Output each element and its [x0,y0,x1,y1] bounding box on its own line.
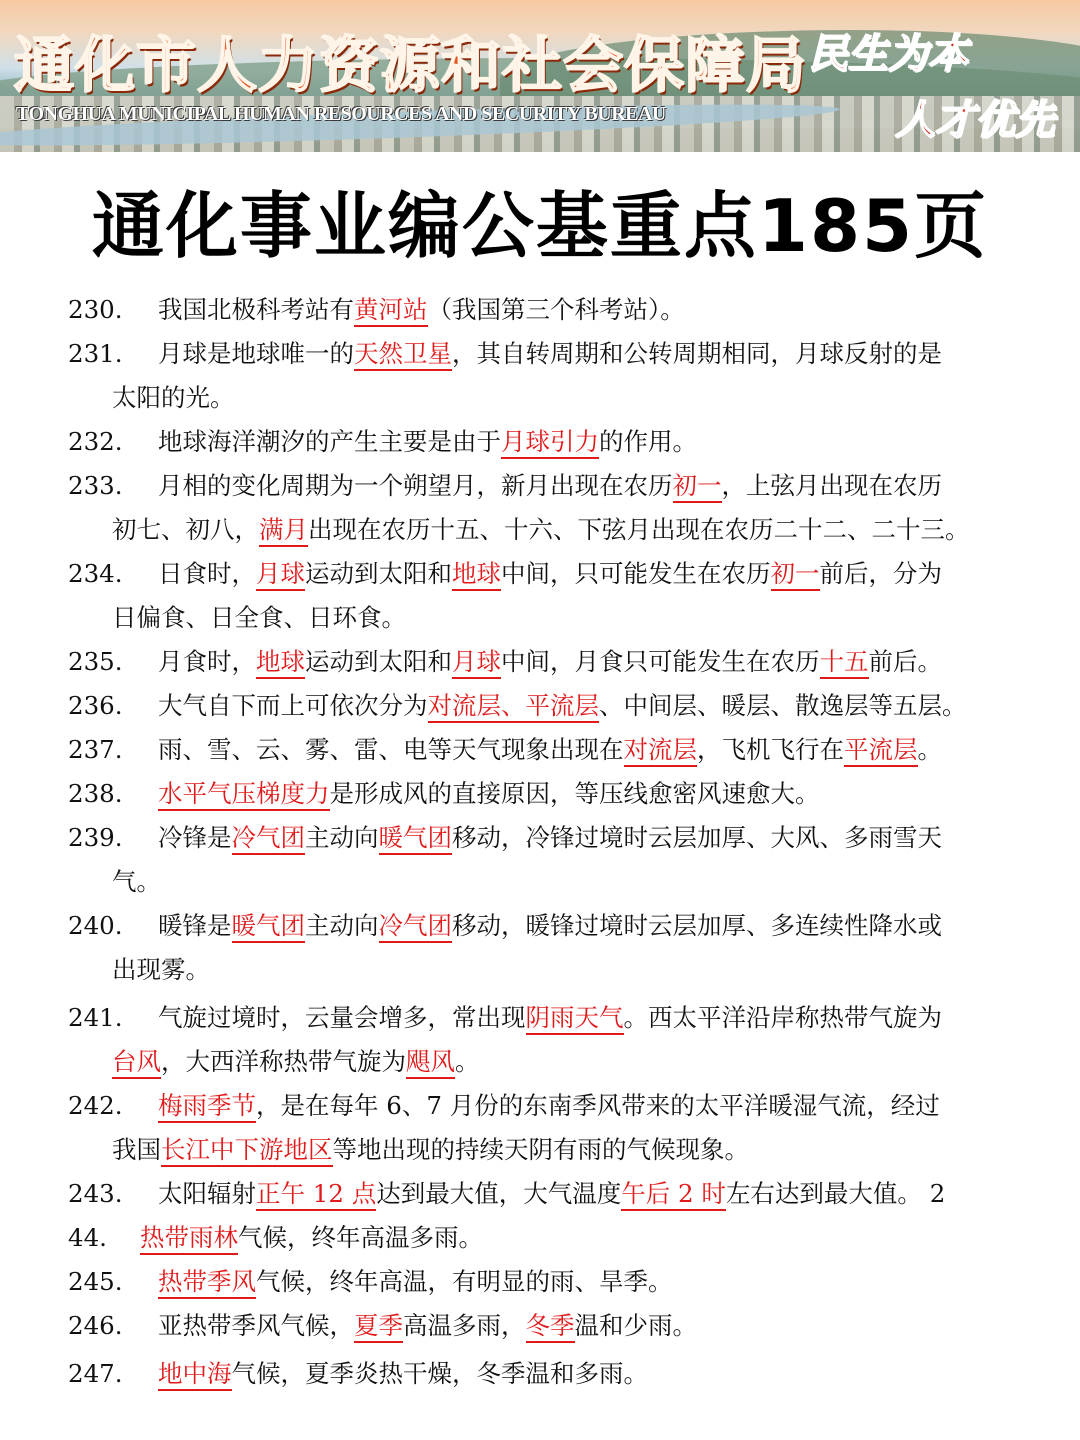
item-text: 是形成风的直接原因，等压线愈密风速愈大。 [329,779,820,808]
item-text: ，其自转周期和公转周期相同，月球反射的是 [452,339,942,368]
item-text: 我国 [112,1135,161,1164]
item-text: 太阳辐射 [158,1179,256,1208]
highlighted-term: 满月 [259,515,308,547]
item-number: 243. [68,1179,123,1208]
highlighted-term: 水平气压梯度力 [158,779,330,811]
item-text: 运动到太阳和 [305,647,452,676]
item-text: 地球海洋潮汐的产生主要是由于 [158,427,501,456]
item-text: 中间，只可能发生在农历 [501,559,771,588]
item-number: 242. [68,1091,123,1120]
item-text: ，飞机飞行在 [697,735,844,764]
item-number: 232. [68,427,123,456]
item-text: ，是在每年 6、7 月份的东南季风带来的太平洋暖湿气流，经过 [256,1091,940,1120]
item-first-line [68,332,942,376]
highlighted-term: 十五 [820,647,869,679]
highlighted-term: 地中海 [158,1359,232,1391]
highlighted-term: 冷气团 [379,911,453,943]
item-number: 241. [68,1003,123,1032]
item-text: 前后，分为 [819,559,942,588]
item-continuation-line [112,376,235,420]
item-text: ，上弦月出现在农历 [721,471,942,500]
item-first-line [68,552,942,596]
item-text: 气旋过境时，云量会增多，常出现 [158,1003,526,1032]
item-text: 达到最大值，大气温度 [376,1179,622,1208]
highlighted-term: 地球 [452,559,501,591]
item-number: 240. [68,911,123,940]
item-first-line [68,996,942,1040]
highlighted-term: 午后 2 时 [621,1179,726,1211]
item-text: 主动向 [305,911,379,940]
item-text: 。西太平洋沿岸称热带气旋为 [623,1003,942,1032]
item-first-line [68,772,820,816]
item-first-line [68,1260,673,1304]
item-continuation-line [112,948,210,992]
item-first-line [68,1216,483,1260]
item-text: 。 [455,1047,480,1076]
item-number: 230. [68,295,123,324]
highlighted-term: 初一 [673,471,722,503]
item-text: 出现在农历十五、十六、下弦月出现在农历二十二、二十三。 [308,515,970,544]
item-text: 移动，冷锋过境时云层加厚、大风、多雨雪天 [452,823,942,852]
item-text: 出现雾。 [112,955,210,984]
highlighted-term: 暖气团 [232,911,306,943]
page-title: 通化事业编公基重点185页 [91,184,989,268]
highlighted-term: 月球引力 [501,427,599,459]
item-text: 月相的变化周期为一个朔望月，新月出现在农历 [158,471,673,500]
item-first-line [68,640,942,684]
item-text: 月食时， [158,647,256,676]
item-text: 中间，月食只可能发生在农历 [501,647,820,676]
highlighted-term: 初一 [771,559,820,591]
item-text: 等地出现的持续天阴有雨的气候现象。 [332,1135,749,1164]
item-continuation-line [112,1128,749,1172]
item-number: 245. [68,1267,123,1296]
item-text: 日偏食、日全食、日环食。 [112,603,406,632]
item-first-line [68,288,685,332]
item-text: 大气自下而上可依次分为 [158,691,428,720]
item-continuation-line [112,1040,480,1084]
item-text: （我国第三个科考站）。 [427,295,685,324]
item-text: 日食时， [158,559,256,588]
item-text: 暖锋是 [158,911,232,940]
item-first-line [68,464,942,508]
highlighted-term: 热带雨林 [140,1223,238,1255]
slogan-2: 人才优先 [895,96,1055,143]
item-text: 月球是地球唯一的 [158,339,354,368]
item-text: 主动向 [305,823,379,852]
item-number: 233. [68,471,123,500]
item-first-line [68,1172,945,1216]
item-text: 高温多雨， [403,1311,526,1340]
highlighted-term: 热带季风 [158,1267,256,1299]
item-text: 的作用。 [599,427,697,456]
highlighted-term: 长江中下游地区 [161,1135,333,1167]
item-first-line [68,684,967,728]
highlighted-term: 正午 12 点 [256,1179,376,1211]
item-number: 231. [68,339,123,368]
header-banner [0,0,1080,152]
item-text: 运动到太阳和 [305,559,452,588]
item-continuation-line [112,508,970,552]
highlighted-term: 地球 [256,647,305,679]
item-text: 左右达到最大值。 2 [725,1179,946,1208]
item-number: 239. [68,823,123,852]
item-continuation-line [112,860,161,904]
item-text: 前后。 [868,647,942,676]
item-text: 气。 [112,867,161,896]
item-first-line [68,420,697,464]
highlighted-term: 阴雨天气 [526,1003,624,1035]
highlighted-term: 天然卫星 [354,339,452,371]
item-text: 气候，终年高温，有明显的雨、旱季。 [256,1267,673,1296]
item-first-line [68,904,942,948]
highlighted-term: 暖气团 [379,823,453,855]
item-text: 太阳的光。 [112,383,235,412]
item-text: 。 [917,735,942,764]
highlighted-term: 台风 [112,1047,161,1079]
item-number: 238. [68,779,123,808]
highlighted-term: 黄河站 [354,295,428,327]
item-number: 236. [68,691,123,720]
item-continuation-line [112,596,406,640]
bureau-title: 通化市人力资源和社会保障局 [14,31,807,101]
highlighted-term: 对流层、平流层 [428,691,600,723]
item-first-line [68,1084,940,1128]
highlighted-term: 月球 [256,559,305,591]
item-text: 亚热带季风气候， [158,1311,354,1340]
item-text: 气候，终年高温多雨。 [238,1223,483,1252]
item-number: 44. [68,1223,107,1252]
item-number: 237. [68,735,123,764]
item-first-line [68,728,942,772]
slogan-1: 民生为本 [808,30,968,77]
item-text: ，大西洋称热带气旋为 [161,1047,406,1076]
highlighted-term: 月球 [452,647,501,679]
highlighted-term: 夏季 [354,1311,403,1343]
highlighted-term: 对流层 [624,735,698,767]
item-first-line [68,1352,648,1396]
bureau-title-english: TONGHUA MUNICIPAL HUMAN RESOURCES AND SECURITY BUREAU [16,103,666,125]
highlighted-term: 平流层 [844,735,918,767]
item-number: 234. [68,559,123,588]
item-text: 初七、初八， [112,515,259,544]
item-first-line [68,816,942,860]
item-text: 雨、雪、云、雾、雷、电等天气现象出现在 [158,735,624,764]
item-text: 温和少雨。 [574,1311,697,1340]
item-text: 、中间层、暖层、散逸层等五层。 [599,691,967,720]
item-number: 246. [68,1311,123,1340]
highlighted-term: 冷气团 [232,823,306,855]
highlighted-term: 飓风 [406,1047,455,1079]
item-text: 移动，暖锋过境时云层加厚、多连续性降水或 [452,911,942,940]
item-number: 247. [68,1359,123,1388]
item-text: 冷锋是 [158,823,232,852]
item-first-line [68,1304,697,1348]
highlighted-term: 梅雨季节 [158,1091,256,1123]
item-text: 气候，夏季炎热干燥，冬季温和多雨。 [231,1359,648,1388]
item-number: 235. [68,647,123,676]
highlighted-term: 冬季 [526,1311,575,1343]
item-text: 我国北极科考站有 [158,295,354,324]
